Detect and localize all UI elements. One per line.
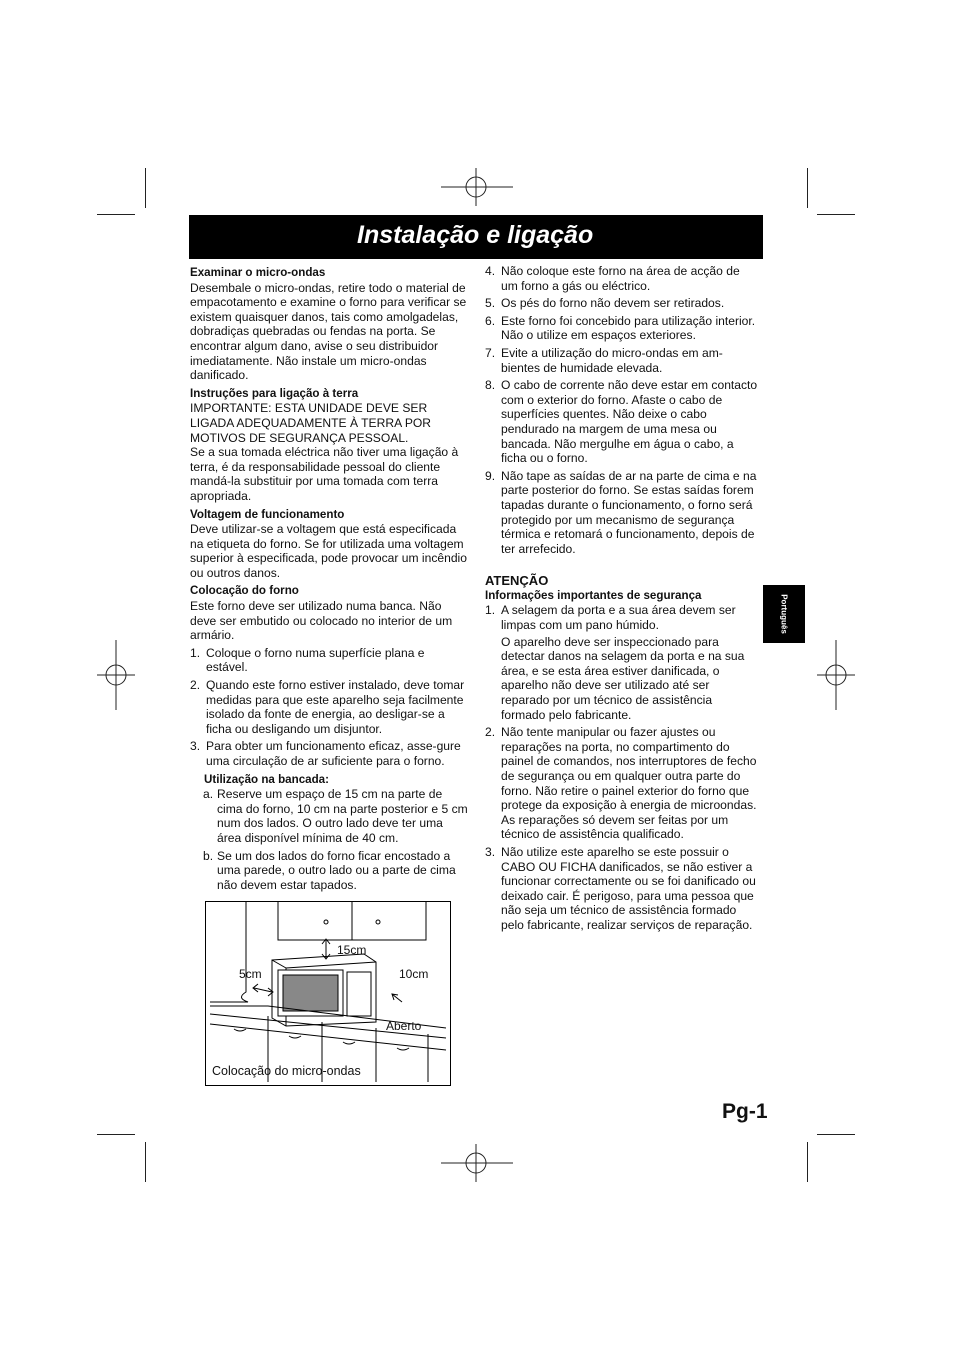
section-title: Colocação do forno: [190, 584, 299, 598]
sub-list-item: a. Reserve um espaço de 15 cm na parte de cima do forno, 10 cm na parte posterior e 5 cm num dos lados. O outro lado deve ter uma área disponível mínima de 40 cm.: [203, 787, 468, 845]
section-text: Deve utilizar-se a voltagem que está especificada na etiqueta do forno. Se for utilizada uma voltagem superior à especificada, pode provocar um incêndio ou outros danos.: [190, 522, 467, 580]
left-column: [190, 266, 468, 892]
list-item: 3. Para obter um funcionamento eficaz, asse-gure uma circulação de ar suficiente para o forno.: [190, 739, 461, 768]
section-text: Este forno deve ser utilizado numa banca. Não deve ser embutido ou colocado no interior de um armário.: [190, 599, 453, 643]
list-item: 3. Não utilize este aparelho se este possuir o CABO OU FICHA danificados, se não estiver a funcionar correctamente ou se foi danificado ou deixado cair. É perigoso, para uma pessoa que não seja um técnico de assistência formado pelo fabricante, realizar serviços de reparação.: [485, 844, 756, 932]
placement-figure: [205, 901, 451, 1086]
attention-subtitle: Informações importantes de segurança: [485, 588, 702, 602]
page-number: Pg-1: [722, 1100, 768, 1123]
list-item: 2. Não tente manipular ou fazer ajustes ou reparações na porta, no compartimento do painel de comandos, nos interruptores de fecho de segurança ou em qualquer outra parte do forno. Não retire o painel exterior do forno que protege da exposição à energia de microondas. As reparações só devem ser feitas por um técnico de assistência qualificado.: [485, 725, 757, 842]
label-open: Aberto: [386, 1019, 422, 1033]
section-title: Instruções para ligação à terra: [190, 386, 359, 400]
right-column: [485, 264, 759, 933]
list-item: 7. Evite a utilização do micro-ondas em am-bientes de humidade elevada.: [485, 345, 723, 375]
label-15cm: 15cm: [337, 943, 367, 957]
list-item: 5. Os pés do forno não devem ser retirados.: [485, 296, 725, 311]
list-item: 9. Não tape as saídas de ar na parte de cima e na parte posterior do forno. Se estas saídas forem tapadas durante o funcionamento, o forno será protegido por um mecanismo de segurança térmica e retomará o funcionamento, depois de ter arrefecido.: [485, 468, 757, 556]
attention-heading: ATENÇÃO: [485, 573, 549, 589]
section-text: IMPORTANTE: ESTA UNIDADE DEVE SER LIGADA ADEQUADAMENTE À TERRA POR MOTIVOS DE SEGURANÇA PESSOAL.: [190, 401, 432, 445]
list-item: 6. Este forno foi concebido para utilização interior. Não o utilize em espaços exteriores.: [485, 313, 756, 343]
list-item: 4. Não coloque este forno na área de acção de um forno a gás ou eléctrico.: [485, 264, 740, 293]
title-bar: [189, 215, 763, 259]
sub-list-item: b. Se um dos lados do forno ficar encostado a uma parede, o outro lado ou a parte de cima não devem estar tapados.: [203, 848, 456, 892]
page-title: Instalação e ligação: [357, 221, 594, 249]
language-tab-label: Português: [779, 594, 789, 634]
label-5cm: 5cm: [239, 967, 262, 981]
section-text: Se a sua tomada eléctrica não tiver uma ligação à terra, é da responsabilidade pessoal do cliente mandá-la substituir por uma tomada com terra apropriada.: [190, 445, 459, 503]
section-title: Examinar o micro-ondas: [190, 266, 326, 279]
microwave-illustration: [206, 902, 450, 1085]
section-title: Voltagem de funcionamento: [190, 507, 345, 521]
sub-title: Utilização na bancada:: [204, 772, 329, 786]
list-item: 2. Quando este forno estiver instalado, deve tomar medidas para que este aparelho seja facilmente isolado da fonte de energia, ao desligar-se a ficha ou desligando um disjuntor.: [190, 678, 465, 736]
language-tab: [763, 585, 805, 643]
list-item: 1. Coloque o forno numa superfície plana e estável.: [190, 645, 425, 675]
section-text: Desembale o micro-ondas, retire todo o material de empacotamento e examine o forno para verificar se existem quaisquer danos, tais como amolgadelas, dobradiças quebradas ou fendas na porta. Se encontrar algum dano, avise o seu distribuidor imediatamente. Não instale um micro-ondas danificado.: [190, 280, 467, 383]
list-item: 8. O cabo de corrente não deve estar em contacto com o exterior do forno. Afaste o cabo de superfícies quentes. Não deixe o cabo pendurado na margem de uma mesa ou bancada. Não mergulhe em água o cabo, a ficha ou o forno.: [485, 378, 758, 466]
label-10cm: 10cm: [399, 967, 429, 981]
list-item: 1. A selagem da porta e a sua área devem ser limpas com um pano húmido. O aparelho deve ser inspeccionado para detectar danos na selagem da porta e na sua área, e se esta área estiver danificada, o aparelho não deve ser utilizado até ser reparado por um técnico de assistência formado pelo fabricante.: [485, 603, 745, 722]
figure-caption: Colocação do micro-ondas: [212, 1064, 361, 1078]
